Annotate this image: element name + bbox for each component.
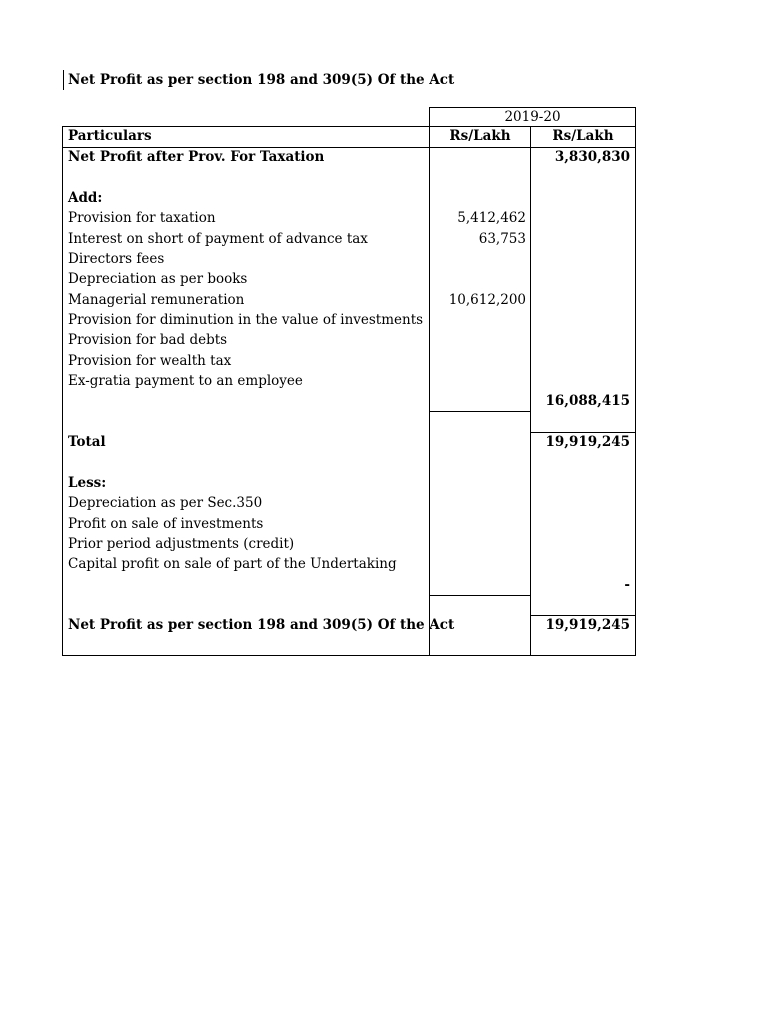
page-title: Net Profit as per section 198 and 309(5) Of the Act	[63, 70, 454, 90]
row-label-depreciation-books: Depreciation as per books	[68, 271, 248, 287]
rule-less-col1-bottom	[430, 595, 531, 596]
row-value-provision-taxation: 5,412,462	[457, 210, 526, 226]
row-label-total: Total	[68, 434, 106, 450]
add-heading: Add:	[68, 190, 103, 206]
row-label-ex-gratia: Ex-gratia payment to an employee	[68, 373, 303, 389]
row-label-directors-fees: Directors fees	[68, 251, 165, 267]
row-label-wealth-tax: Provision for wealth tax	[68, 353, 232, 369]
row-label-net-profit-final: Net Profit as per section 198 and 309(5) Of the Act	[68, 617, 455, 633]
particulars-header: Particulars	[68, 128, 152, 144]
row-value-total: 19,919,245	[545, 434, 630, 450]
row-value-managerial-remuneration: 10,612,200	[448, 292, 526, 308]
row-label-bad-debts: Provision for bad debts	[68, 332, 228, 348]
rule-left-edge	[62, 126, 63, 656]
rule-col1-left	[429, 107, 430, 656]
add-subtotal-value: 16,088,415	[545, 393, 630, 409]
row-label-managerial-remuneration: Managerial remuneration	[68, 292, 245, 308]
rule-table-bottom	[62, 655, 636, 656]
row-label-interest-advance-tax: Interest on short of payment of advance tax	[68, 231, 368, 247]
row-label-profit-sale-investments: Profit on sale of investments	[68, 516, 264, 532]
row-label-capital-profit: Capital profit on sale of part of the Undertaking	[68, 556, 397, 572]
row-label-prior-period: Prior period adjustments (credit)	[68, 536, 295, 552]
col2-unit-header: Rs/Lakh	[552, 128, 614, 144]
less-subtotal-value: -	[624, 577, 630, 593]
row-label-provision-taxation: Provision for taxation	[68, 210, 216, 226]
row-value-interest-advance-tax: 63,753	[478, 231, 526, 247]
row-label-net-profit-after-tax: Net Profit after Prov. For Taxation	[68, 149, 325, 165]
col1-unit-header: Rs/Lakh	[449, 128, 511, 144]
year-header: 2019-20	[504, 109, 561, 125]
row-label-depreciation-sec350: Depreciation as per Sec.350	[68, 495, 263, 511]
rule-add-col1-bottom	[430, 411, 531, 412]
row-value-net-profit-final: 19,919,245	[545, 617, 630, 633]
row-label-diminution-investments: Provision for diminution in the value of investments	[68, 312, 424, 328]
less-heading: Less:	[68, 475, 107, 491]
row-value-net-profit-after-tax: 3,830,830	[554, 149, 630, 165]
rule-right-edge	[635, 107, 636, 656]
